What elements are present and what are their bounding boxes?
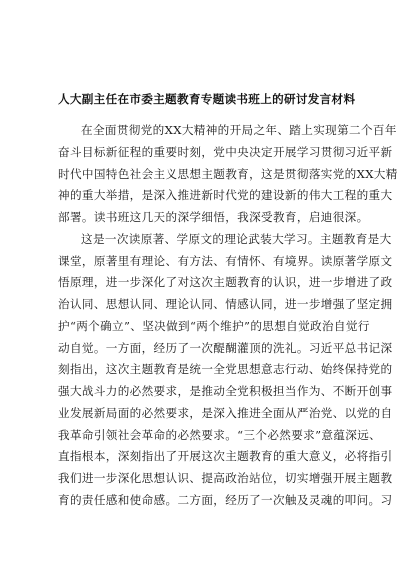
paragraph-2-line-1: 这是一次读原著、学原文的理论武装大学习。主题教育是大 <box>81 231 392 246</box>
document-title: 人大副主任在市委主题教育专题读书班上的研讨发言材料 <box>58 92 356 106</box>
paragraph-2-line-10: 我革命引领社会革命的必然要求。“三个必然要求”意蕴深远、 <box>58 427 382 442</box>
paragraph-2-line-5: 护“两个确立”、坚决做到“两个维护”的思想自觉政治自觉行 <box>58 318 370 333</box>
paragraph-1-line-4: 神的重大举措，是深入推进新时代党的建设新的伟大工程的重大 <box>58 188 393 203</box>
paragraph-1-line-2: 奋斗目标新征程的重要时刻，党中央决定开展学习贯彻习近平新 <box>58 144 393 159</box>
document-body <box>58 120 398 512</box>
paragraph-2-line-2: 课堂，原著里有理论、有方法、有情怀、有境界。读原著学原文 <box>58 253 393 268</box>
paragraph-2-line-11: 直指根本，深刻指出了开展这次主题教育的重大意义，必将指引 <box>58 449 393 464</box>
paragraph-1-line-1: 在全面贯彻党的XX大精神的开局之年、踏上实现第二个百年 <box>81 123 397 137</box>
paragraph-2-line-6: 动自觉。一方面，经历了一次醍醐灌顶的洗礼。习近平总书记深 <box>58 340 393 355</box>
paragraph-2-line-4: 治认同、思想认同、理论认同、情感认同，进一步增强了坚定拥 <box>58 297 393 311</box>
paragraph-2-line-8: 强大战斗力的必然要求，是推动全党积极担当作为、不断开创事 <box>58 384 393 398</box>
paragraph-2-line-9: 业发展新局面的必然要求，是深入推进全面从严治党、以党的自 <box>58 405 393 420</box>
paragraph-1-line-3: 时代中国特色社会主义思想主题教育，这是贯彻落实党的XX大精 <box>58 166 398 181</box>
paragraph-2-line-12: 我们进一步深化思想认识、提高政治站位，切实增强开展主题教 <box>58 471 393 485</box>
paragraph-1-line-5: 部署。读书班这几天的深学细悟，我深受教育，启迪很深。 <box>58 210 369 224</box>
paragraph-2-line-3: 悟原理，进一步深化了对这次主题教育的认识，进一步增进了政 <box>58 275 393 290</box>
paragraph-2-line-7: 刻指出，这次主题教育是统一全党思想意志行动、始终保持党的 <box>58 362 393 377</box>
paragraph-2-line-13: 育的责任感和使命感。二方面，经历了一次触及灵魂的叩问。习 <box>58 492 393 507</box>
